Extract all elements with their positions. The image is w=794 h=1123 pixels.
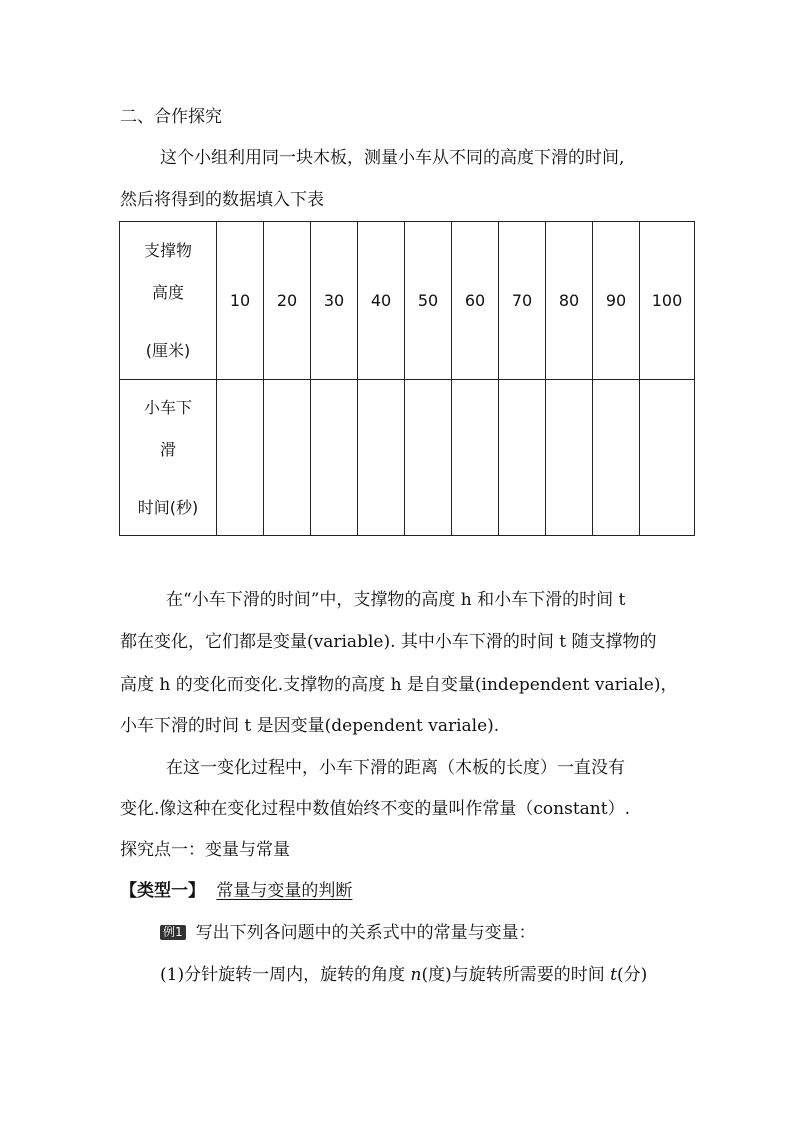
item-1-suffix: (分) [616,965,648,985]
point-heading: 探究点一：变量与常量 [120,840,290,860]
table-row-time [120,380,695,536]
table-cell: 50 [405,222,452,380]
type-heading [120,879,352,903]
intro-line-1: 这个小组利用同一块木板，测量小车从不同的高度下滑的时间, [160,148,625,168]
para1-line-1: 在“小车下滑的时间”中，支撑物的高度 h 和小车下滑的时间 t [166,590,626,610]
type-label: 【类型一】 [120,881,205,901]
table-row-height [120,222,695,380]
row-header-height [120,222,217,380]
intro-line-2: 然后将得到的数据填入下表 [120,190,324,210]
item-1-var-t: t [610,965,617,985]
item-1 [160,963,647,987]
table-cell: 30 [311,222,358,380]
para1-line-2: 都在变化，它们都是变量(variable). 其中小车下滑的时间 t 随支撑物的 [120,632,657,652]
table-cell [358,380,405,536]
row-header-line: 滑 [159,439,176,459]
table-cell: 70 [499,222,546,380]
para1-line-3: 高度 h 的变化而变化.支撑物的高度 h 是自变量(independent variale)， [120,675,678,695]
table-cell: 10 [217,222,264,380]
table-cell: 80 [546,222,593,380]
row-header-line: 小车下 [143,397,192,417]
table-cell [499,380,546,536]
example-text: 写出下列各问题中的关系式中的常量与变量： [195,923,536,943]
type-title: 常量与变量的判断 [216,881,353,901]
table-cell [264,380,311,536]
row-header-line: (厘米) [145,340,191,360]
data-table [119,221,695,536]
row-header-line: 支撑物 [143,240,192,260]
table-cell [217,380,264,536]
row-header-line: 高度 [151,282,184,302]
table-cell: 90 [593,222,640,380]
table-cell [640,380,695,536]
table-cell: 40 [358,222,405,380]
para2-line-2: 变化.像这种在变化过程中数值始终不变的量叫作常量（constant）. [120,799,630,819]
section-title: 二、合作探究 [120,107,222,127]
row-header-time [120,380,217,536]
example-line [160,921,536,945]
para2-line-1: 在这一变化过程中，小车下滑的距离（木板的长度）一直没有 [166,758,625,778]
table-cell: 20 [264,222,311,380]
item-1-var-n: n [410,965,422,985]
table-cell: 60 [452,222,499,380]
para1-line-4: 小车下滑的时间 t 是因变量(dependent variale). [120,716,500,736]
example-badge: 例1 [160,925,186,940]
row-header-line: 时间(秒) [137,497,199,517]
item-1-mid: (度)与旋转所需要的时间 [421,965,611,985]
table-cell [593,380,640,536]
table-cell [452,380,499,536]
table-cell [546,380,593,536]
item-1-prefix: (1)分针旋转一周内，旋转的角度 [160,965,411,985]
table-cell [405,380,452,536]
table-cell: 100 [640,222,695,380]
table-cell [311,380,358,536]
